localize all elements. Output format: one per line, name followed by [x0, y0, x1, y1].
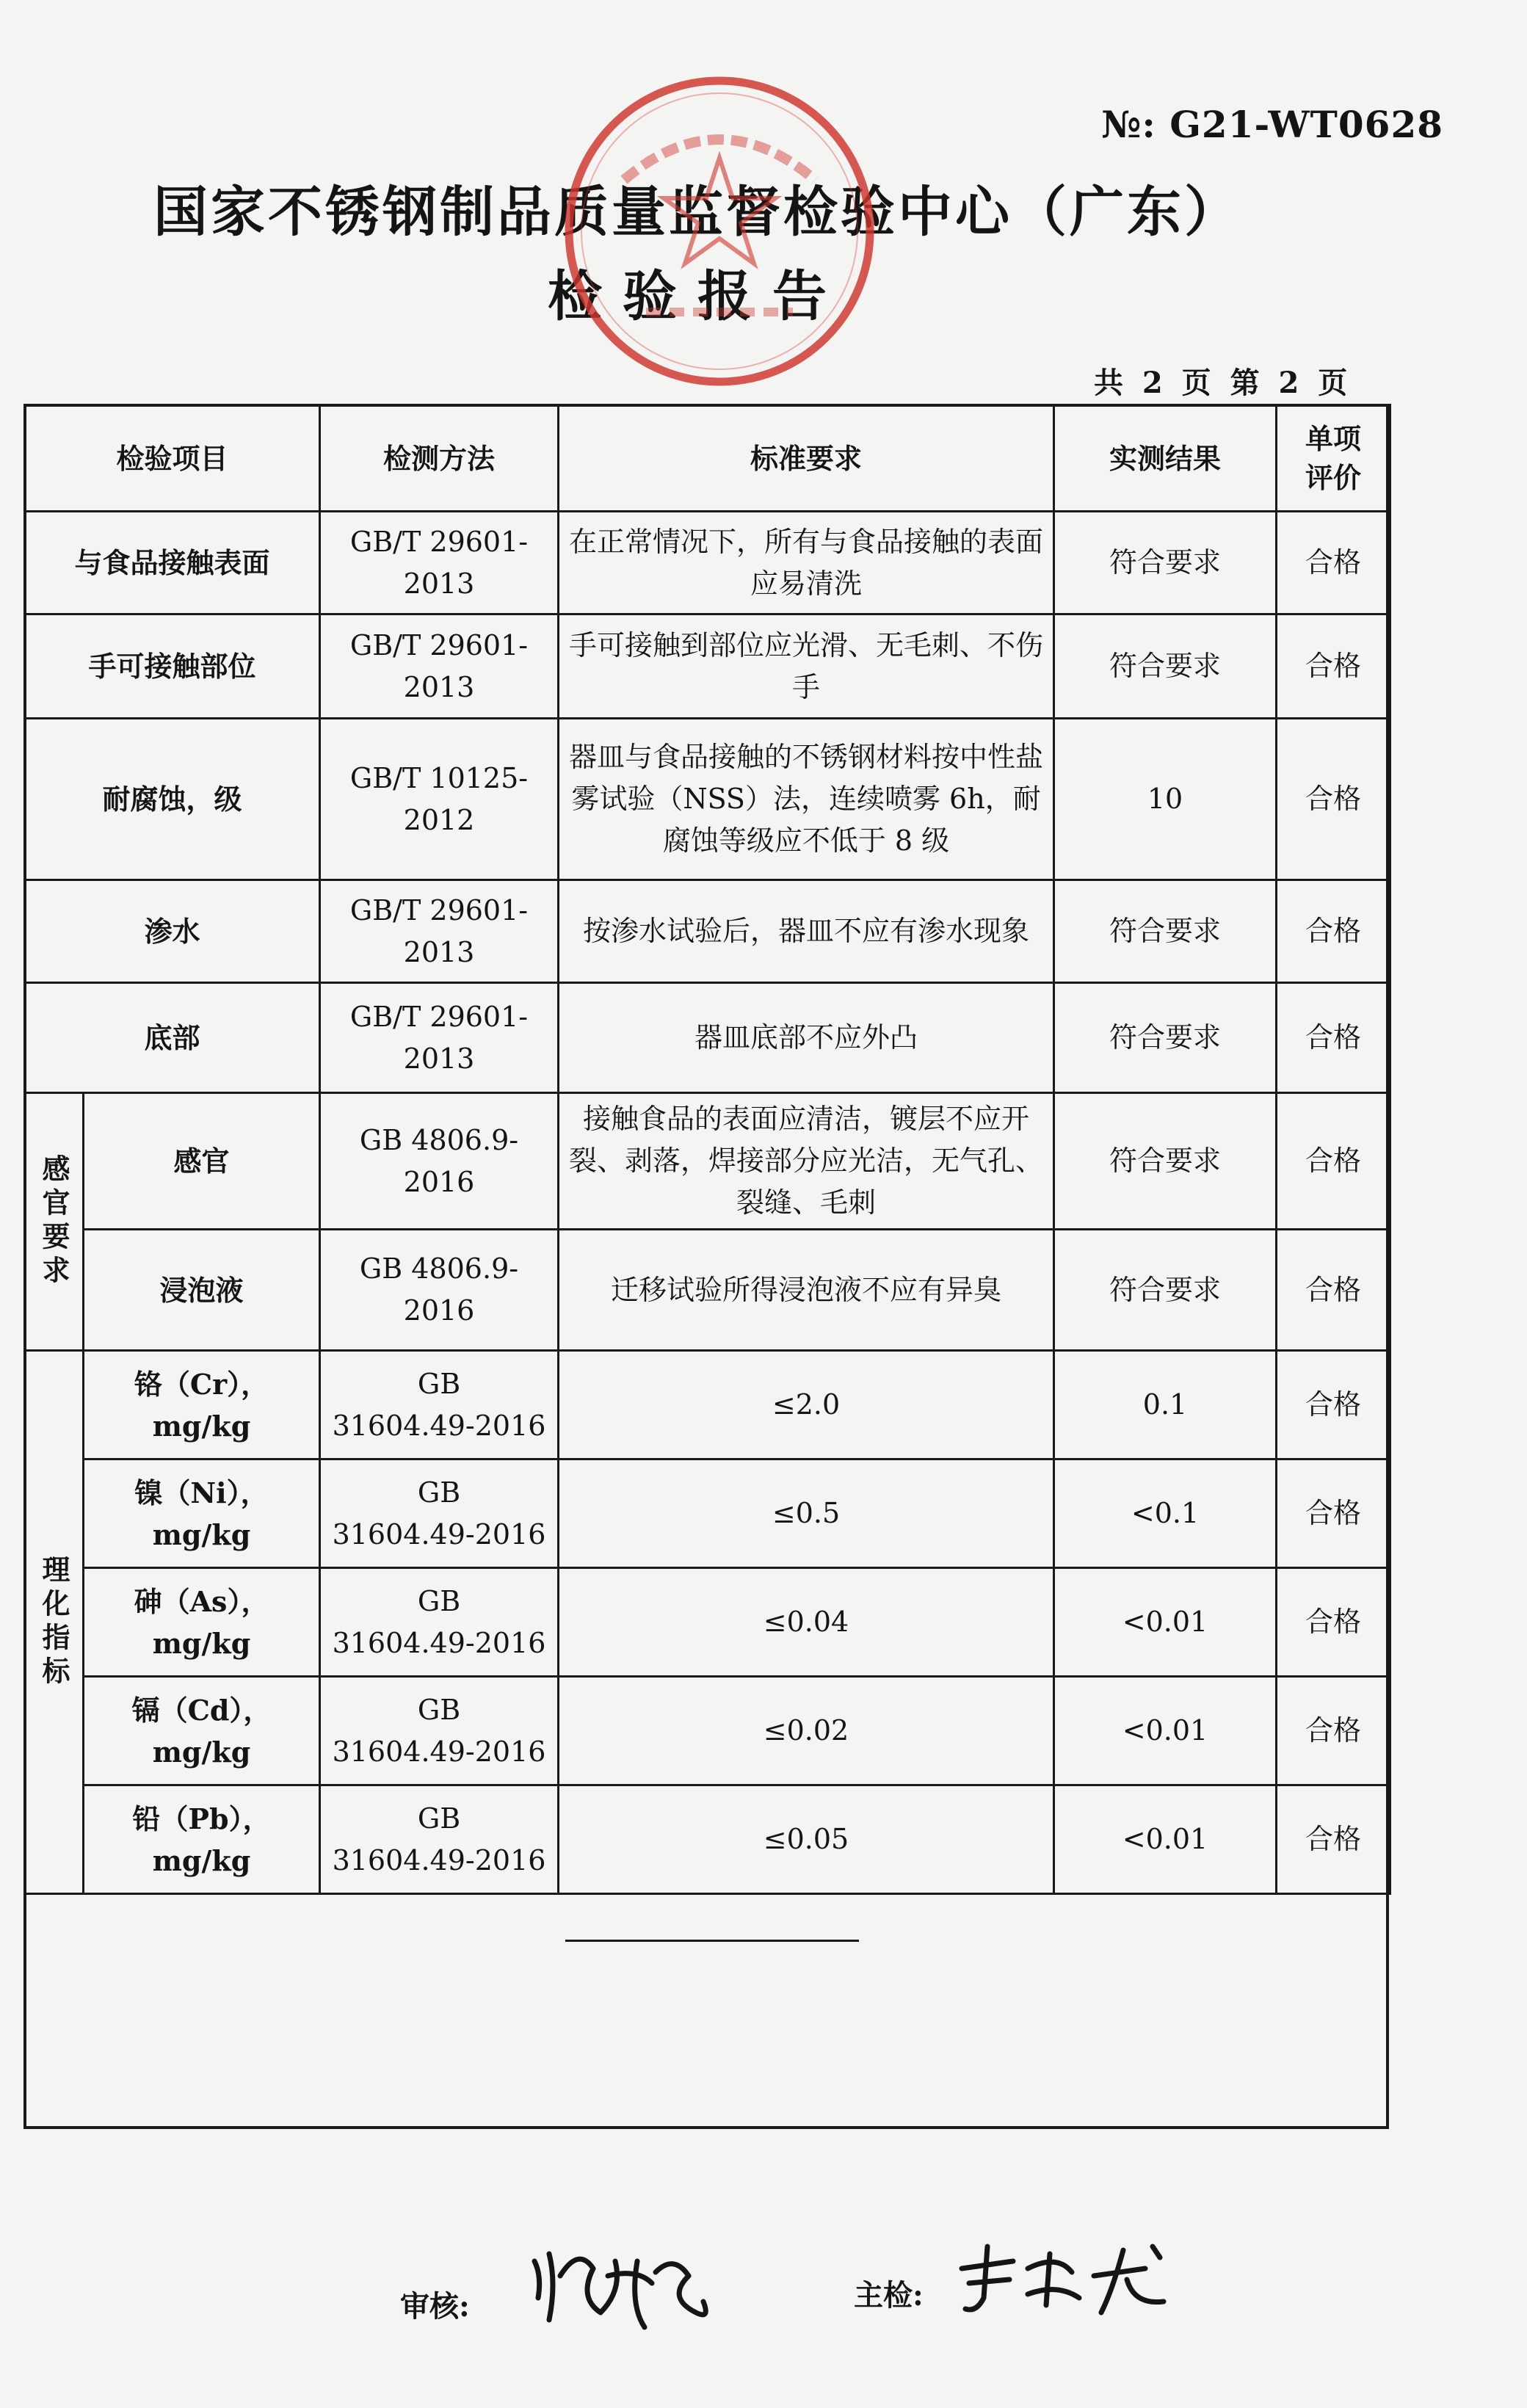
header-item: 检验项目: [25, 405, 320, 512]
result-cell: 符合要求: [1054, 614, 1277, 719]
method-cell: GB/T 29601-2013: [320, 614, 559, 719]
result-cell: 0.1: [1054, 1351, 1277, 1459]
table-row: [25, 1459, 1390, 1568]
reviewer-label: 审核:: [400, 2289, 470, 2324]
item-cell: 砷（As），mg/kg: [84, 1568, 320, 1677]
requirement-cell: ≤2.0: [559, 1351, 1054, 1459]
method-cell: [320, 1459, 559, 1568]
requirement-cell: 器皿底部不应外凸: [559, 983, 1054, 1093]
verdict-cell: 合格: [1277, 1351, 1390, 1459]
table-row: [25, 1093, 1390, 1230]
table-row: [25, 512, 1390, 614]
report-title: 国家不锈钢制品质量监督检验中心（广东）: [153, 181, 1241, 244]
sensory-group-label: 感官要求: [25, 1093, 84, 1351]
requirement-cell: ≤0.05: [559, 1785, 1054, 1894]
verdict-cell: 合格: [1277, 1230, 1390, 1351]
requirement-cell: ≤0.02: [559, 1677, 1054, 1785]
header-requirement: 标准要求: [559, 405, 1054, 512]
method-cell: [320, 1677, 559, 1785]
inspector-signature: [954, 2239, 1175, 2327]
result-cell: <0.01: [1054, 1677, 1277, 1785]
report-number: №: G21-WT0628: [1101, 103, 1444, 146]
reviewer-signature: [527, 2232, 718, 2342]
result-cell: <0.01: [1054, 1785, 1277, 1894]
verdict-cell: 合格: [1277, 1093, 1390, 1230]
table-header-row: [25, 405, 1390, 512]
result-cell: 符合要求: [1054, 1230, 1277, 1351]
requirement-cell: ≤0.04: [559, 1568, 1054, 1677]
method-line: GB: [417, 1367, 461, 1400]
verdict-cell: 合格: [1277, 880, 1390, 983]
requirement-cell: 手可接触到部位应光滑、无毛刺、不伤手: [559, 614, 1054, 719]
requirement-cell: 在正常情况下，所有与食品接触的表面应易清洗: [559, 512, 1054, 614]
header-method: 检测方法: [320, 405, 559, 512]
method-line: GB: [417, 1693, 461, 1726]
method-line: GB: [417, 1584, 461, 1617]
result-cell: <0.01: [1054, 1568, 1277, 1677]
method-line: GB: [417, 1476, 461, 1509]
method-cell: GB/T 29601-2013: [320, 512, 559, 614]
method-cell: [320, 1785, 559, 1894]
result-cell: <0.1: [1054, 1459, 1277, 1568]
item-cell: 铅（Pb），mg/kg: [84, 1785, 320, 1894]
method-line: 31604.49-2016: [332, 1843, 546, 1876]
verdict-cell: 合格: [1277, 1677, 1390, 1785]
official-seal-icon: [558, 70, 881, 393]
method-cell: GB 4806.9-2016: [320, 1093, 559, 1230]
requirement-cell: 按渗水试验后，器皿不应有渗水现象: [559, 880, 1054, 983]
inspection-table: [23, 404, 1391, 1895]
method-line: 31604.49-2016: [332, 1517, 546, 1551]
result-cell: 符合要求: [1054, 880, 1277, 983]
table-row: [25, 1351, 1390, 1459]
item-cell: 底部: [25, 983, 320, 1093]
physchem-group-label: 理化指标: [25, 1351, 84, 1894]
table-row: [25, 614, 1390, 719]
result-cell: 符合要求: [1054, 983, 1277, 1093]
requirement-cell: ≤0.5: [559, 1459, 1054, 1568]
verdict-cell: 合格: [1277, 1459, 1390, 1568]
verdict-cell: 合格: [1277, 983, 1390, 1093]
method-line: 31604.49-2016: [332, 1409, 546, 1442]
method-cell: GB/T 29601-2013: [320, 983, 559, 1093]
item-cell: 与食品接触表面: [25, 512, 320, 614]
table-row: [25, 983, 1390, 1093]
table-row: [25, 1568, 1390, 1677]
item-cell: 感官: [84, 1093, 320, 1230]
verdict-cell: 合格: [1277, 1568, 1390, 1677]
requirement-cell: 器皿与食品接触的不锈钢材料按中性盐雾试验（NSS）法，连续喷雾 6h，耐腐蚀等级应不低于 8 级: [559, 719, 1054, 880]
item-cell: 渗水: [25, 880, 320, 983]
method-cell: GB 4806.9-2016: [320, 1230, 559, 1351]
page-count: 共 2 页 第 2 页: [1094, 366, 1352, 400]
method-cell: GB/T 10125-2012: [320, 719, 559, 880]
method-line: GB: [417, 1802, 461, 1835]
inspector-label: 主检:: [854, 2278, 924, 2313]
table-row: [25, 880, 1390, 983]
result-cell: 10: [1054, 719, 1277, 880]
verdict-cell: 合格: [1277, 614, 1390, 719]
header-verdict: 单项评价: [1277, 405, 1390, 512]
item-cell: 手可接触部位: [25, 614, 320, 719]
verdict-cell: 合格: [1277, 512, 1390, 614]
method-cell: GB/T 29601-2013: [320, 880, 559, 983]
item-cell: 浸泡液: [84, 1230, 320, 1351]
method-line: 31604.49-2016: [332, 1735, 546, 1768]
verdict-cell: 合格: [1277, 719, 1390, 880]
header-result: 实测结果: [1054, 405, 1277, 512]
requirement-cell: 接触食品的表面应清洁，镀层不应开裂、剥落，焊接部分应光洁，无气孔、裂缝、毛刺: [559, 1093, 1054, 1230]
table-row: [25, 1230, 1390, 1351]
method-line: 31604.49-2016: [332, 1626, 546, 1659]
table-row: [25, 1677, 1390, 1785]
result-cell: 符合要求: [1054, 512, 1277, 614]
end-of-table-line: [565, 1940, 859, 1942]
item-cell: 铬（Cr），mg/kg: [84, 1351, 320, 1459]
item-cell: 镍（Ni），mg/kg: [84, 1459, 320, 1568]
method-cell: [320, 1568, 559, 1677]
table-row: [25, 719, 1390, 880]
method-cell: [320, 1351, 559, 1459]
item-cell: 耐腐蚀，级: [25, 719, 320, 880]
requirement-cell: 迁移试验所得浸泡液不应有异臭: [559, 1230, 1054, 1351]
table-row: [25, 1785, 1390, 1894]
result-cell: 符合要求: [1054, 1093, 1277, 1230]
verdict-cell: 合格: [1277, 1785, 1390, 1894]
item-cell: 镉（Cd），mg/kg: [84, 1677, 320, 1785]
report-subtitle: 检验报告: [548, 265, 847, 328]
